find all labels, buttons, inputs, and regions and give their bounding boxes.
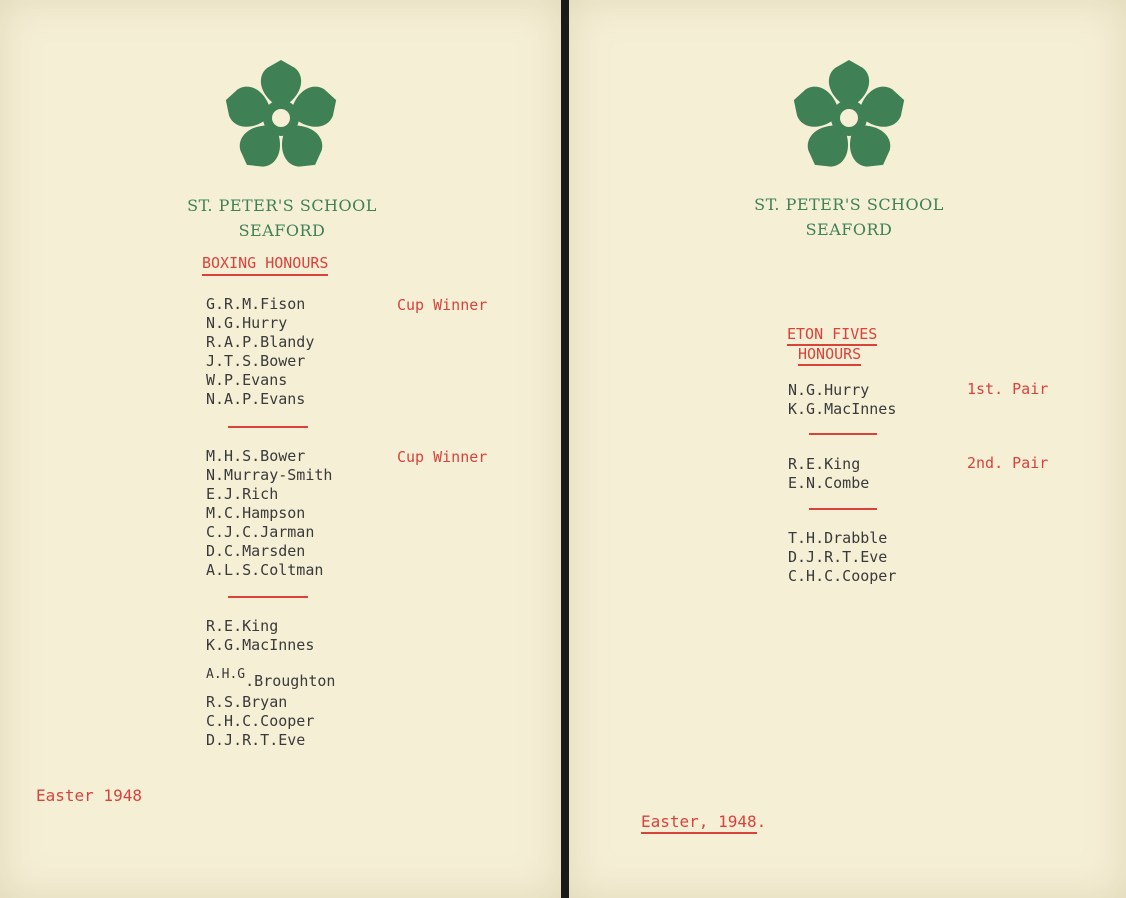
list-item: G.R.M.Fison xyxy=(206,295,306,313)
list-item: R.E.King xyxy=(206,617,279,635)
surname: .Broughton xyxy=(245,672,336,690)
fives-title xyxy=(787,324,877,364)
initials: A.H.G xyxy=(206,667,246,682)
boxing-group1 xyxy=(206,295,314,409)
section-divider xyxy=(809,508,877,510)
group1-award: Cup Winner xyxy=(397,296,488,314)
list-item: A.L.S.Coltman xyxy=(206,561,324,579)
list-item: R.E.King xyxy=(788,455,861,473)
fives-pair2 xyxy=(788,455,869,493)
list-item: J.T.S.Bower xyxy=(206,352,306,370)
boxing-date: Easter 1948 xyxy=(36,786,142,805)
list-item: K.G.MacInnes xyxy=(788,400,897,418)
list-item: K.G.MacInnes xyxy=(206,636,315,654)
group2-award: Cup Winner xyxy=(397,448,488,466)
list-item: N.G.Hurry xyxy=(206,314,288,332)
boxing-title: BOXING HONOURS xyxy=(202,254,328,276)
school-flower-emblem-icon xyxy=(220,58,342,178)
list-item: R.S.Bryan xyxy=(206,693,288,711)
fives-group3 xyxy=(788,529,896,586)
school-name: ST. PETER'S SCHOOL xyxy=(754,195,944,214)
school-heading xyxy=(699,192,999,242)
boxing-group2 xyxy=(206,447,332,580)
pair2-label: 2nd. Pair xyxy=(967,454,1049,472)
fives-date: Easter, 1948 xyxy=(641,812,757,834)
boxing-honours-page xyxy=(0,0,561,898)
list-item: M.H.S.Bower xyxy=(206,447,306,465)
fives-honours-page xyxy=(569,0,1126,898)
boxing-group3 xyxy=(206,617,314,655)
boxing-group4-first xyxy=(206,664,336,690)
fives-pair1 xyxy=(788,381,896,419)
list-item: R.A.P.Blandy xyxy=(206,333,315,351)
section-divider xyxy=(228,426,308,428)
list-item: D.J.R.T.Eve xyxy=(206,731,306,749)
list-item: W.P.Evans xyxy=(206,371,288,389)
pair1-label: 1st. Pair xyxy=(967,380,1049,398)
school-town: SEAFORD xyxy=(238,221,326,240)
school-heading xyxy=(132,193,432,243)
list-item: M.C.Hampson xyxy=(206,504,306,522)
list-item: C.H.C.Cooper xyxy=(206,712,315,730)
list-item: N.Murray-Smith xyxy=(206,466,333,484)
section-divider xyxy=(228,596,308,598)
list-item: N.G.Hurry xyxy=(788,381,870,399)
list-item: T.H.Drabble xyxy=(788,529,888,547)
list-item: D.J.R.T.Eve xyxy=(788,548,888,566)
list-item: N.A.P.Evans xyxy=(206,390,306,408)
list-item: D.C.Marsden xyxy=(206,542,306,560)
school-flower-emblem-icon xyxy=(788,58,910,178)
list-item: C.J.C.Jarman xyxy=(206,523,315,541)
section-divider xyxy=(809,433,877,435)
boxing-group4 xyxy=(206,693,314,750)
list-item: C.H.C.Cooper xyxy=(788,567,897,585)
fives-title-line1: ETON FIVES xyxy=(787,325,877,346)
fives-date-line xyxy=(641,812,766,831)
list-item: E.N.Combe xyxy=(788,474,870,492)
school-town: SEAFORD xyxy=(805,220,893,239)
fives-date-dot: . xyxy=(756,812,767,831)
fives-title-line2: HONOURS xyxy=(798,345,861,366)
list-item: E.J.Rich xyxy=(206,485,279,503)
school-name: ST. PETER'S SCHOOL xyxy=(187,196,377,215)
